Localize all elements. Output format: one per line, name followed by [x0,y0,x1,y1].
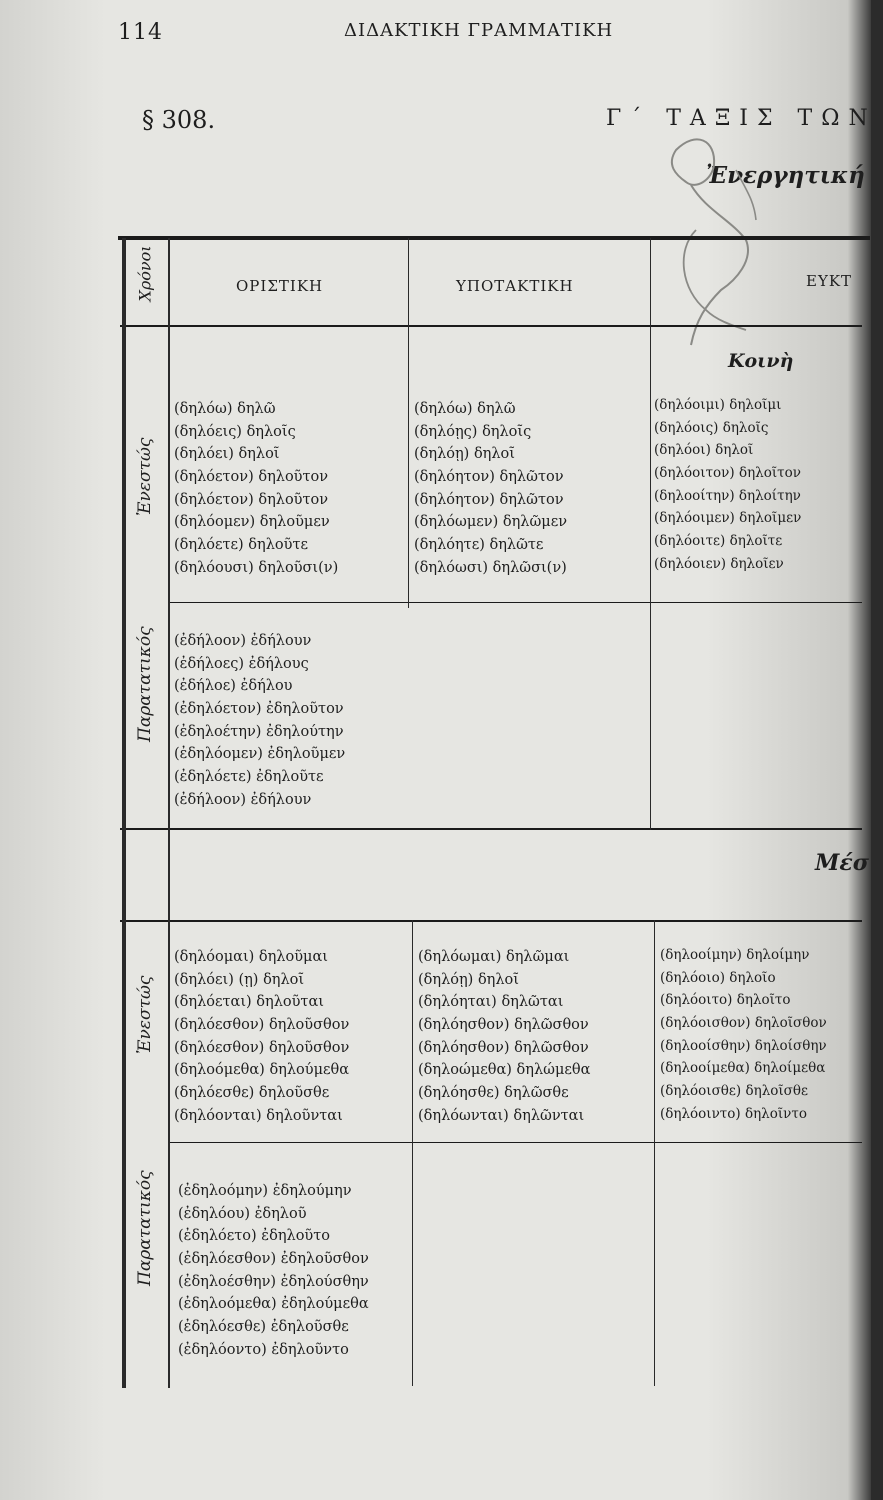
voice-middle-heading: Μέσ [815,850,869,876]
form-row: (ἐδηλοόμην) ἐδηλούμην [178,1183,352,1199]
form-row: (δηλοοίμεθα) δηλοίμεθα [660,1060,826,1077]
form-row: (δηλόωμεν) δηλῶμεν [414,514,568,531]
middle-imperfect-indicative [178,1180,369,1362]
active-present-optative [654,394,801,576]
form-row: (δηλόητε) δηλῶτε [414,537,544,554]
active-present-subjunctive [414,398,567,580]
form-row: (δηλοοίτην) δηλοίτην [654,487,801,504]
form-row: (δηλόοιτον) δηλοῖτον [654,465,801,482]
form-row: (δηλόησθον) δηλῶσθον [418,1039,589,1056]
form-row: (δηλόει) δηλοῖ [174,446,280,463]
form-row: (δηλόετον) δηλοῦτον [174,491,329,508]
form-row: (δηλόεσθον) δηλοῦσθον [174,1039,350,1056]
column-header-subjunctive: ΥΠΟΤΑΚΤΙΚΗ [456,277,574,295]
form-row: (ἐδήλοον) ἐδήλουν [174,633,312,649]
form-row: (ἐδηλόετο) ἐδηλοῦτο [178,1228,330,1245]
form-row: (δηλόησθε) δηλῶσθε [418,1085,569,1102]
form-row: (δηλόησθον) δηλῶσθον [418,1017,589,1034]
form-row: (δηλόῃ) δηλοῖ [414,446,515,463]
middle-present-optative [660,944,827,1126]
form-row: (δηλόῃ) δηλοῖ [418,971,519,988]
form-row: (ἐδήλοον) ἐδήλουν [174,791,312,808]
page-number: 114 [118,20,163,45]
column-header-indicative: ΟΡΙΣΤΙΚΗ [236,277,324,295]
form-row: (δηλόουσι) δηλοῦσι(ν) [174,559,339,576]
form-row: (δηλοόμεθα) δηλούμεθα [174,1062,350,1079]
form-row: (δηλοοίμην) δηλοίμην [660,947,810,963]
form-row: (δηλοοίσθην) δηλοίσθην [660,1037,827,1054]
form-row: (ἐδηλόετε) ἐδηλοῦτε [174,769,324,786]
form-row: (δηλόομεν) δηλοῦμεν [174,514,330,531]
form-row: (ἐδηλόομεν) ἐδηλοῦμεν [174,746,346,763]
form-row: (δηλόητον) δηλῶτον [414,469,564,486]
middle-present-subjunctive [418,946,590,1128]
form-row: (ἐδηλόετον) ἐδηλοῦτον [174,701,344,718]
voice-active-heading: Ἐνεργητική [706,162,865,189]
form-row: (δηλόεσθον) δηλοῦσθον [174,1017,350,1034]
active-present-indicative [174,398,338,580]
form-row: (δηλόω) δηλῶ [414,401,516,417]
tense-label-middle-imperfect [135,1246,155,1286]
form-row: (δηλόοιντο) δηλοῖντο [660,1105,807,1122]
form-row: (δηλόηται) δηλῶται [418,994,564,1011]
subjunctive-column-rule [650,238,651,830]
form-row: (ἐδηλοέτην) ἐδηλούτην [174,723,344,740]
running-title: ΔΙΔΑΚΤΙΚΗ ΓΡΑΜΜΑΤΙΚΗ [344,20,614,41]
form-row: (δηλόεις) δηλοῖς [174,423,296,440]
form-row: (δηλόοιεν) δηλοῖεν [654,555,784,572]
tense-column-rule [168,238,170,1388]
dialect-label: Κοινὴ [728,350,794,372]
form-row: (δηλόοιο) δηλοῖο [660,969,776,986]
form-row: (δηλόεσθε) δηλοῦσθε [174,1085,330,1102]
middle-present-indicative [174,946,349,1128]
tense-label-middle-present: Ἐνεστώς [135,975,155,1054]
column-header-optative: ΕΥΚΤ [806,272,853,290]
form-row: (δηλόετον) δηλοῦτον [174,469,329,486]
form-row: (δηλόοιμεν) δηλοῖμεν [654,510,802,527]
form-row: (δηλοώμεθα) δηλώμεθα [418,1062,591,1079]
middle-heading-rule [120,920,862,922]
middle-present-bottom-rule [170,1142,862,1143]
section-title: Γ΄ ΤΑΞΙΣ ΤΩΝ [606,106,877,131]
form-row: (ἐδηλόεσθον) ἐδηλοῦσθον [178,1251,369,1268]
active-present-bottom-rule [170,602,862,603]
form-row: (δηλόοιτε) δηλοῖτε [654,533,783,550]
indicative-column-rule [408,238,409,608]
form-row: (δηλόοισθον) δηλοῖσθον [660,1015,827,1032]
form-row: (δηλόω) δηλῶ [174,401,276,417]
form-row: (δηλόητον) δηλῶτον [414,491,564,508]
indicative-column-rule-middle [412,920,413,1386]
tense-column-header: Χρόνοι [135,245,155,302]
form-row: (δηλόωμαι) δηλῶμαι [418,949,570,965]
active-imperfect-indicative [174,630,345,812]
form-row: (δηλόοις) δηλοῖς [654,419,769,436]
form-row: (δηλόετε) δηλοῦτε [174,537,308,554]
section-number: § 308. [142,106,216,134]
form-row: (δηλόομαι) δηλοῦμαι [174,949,328,965]
form-row: (ἐδηλοόμεθα) ἐδηλούμεθα [178,1296,369,1313]
form-row: (δηλόοισθε) δηλοῖσθε [660,1083,809,1100]
form-row: (δηλόῃς) δηλοῖς [414,423,532,440]
form-row: (δηλόοιμι) δηλοῖμι [654,397,782,413]
form-row: (δηλόονται) δηλοῦνται [174,1107,343,1124]
table-left-rule [122,238,126,1388]
header-rule [120,325,862,327]
form-row: (ἐδηλόεσθε) ἐδηλοῦσθε [178,1319,349,1336]
form-row: (ἐδηλοέσθην) ἐδηλούσθην [178,1273,369,1290]
tense-label-active-present: Ἐνεστώς [135,437,155,516]
form-row: (δηλόεται) δηλοῦται [174,994,324,1011]
form-row: (ἐδηλόου) ἐδηλοῦ [178,1205,307,1222]
subjunctive-column-rule-middle [654,920,655,1386]
form-row: (δηλόωνται) δηλῶνται [418,1107,585,1124]
form-row: (δηλόει) (ῃ) δηλοῖ [174,971,305,988]
form-row: (ἐδήλοες) ἐδήλους [174,655,309,672]
form-row: (δηλόοιτο) δηλοῖτο [660,992,791,1009]
active-block-bottom-rule [120,828,862,830]
tense-label-active-imperfect [135,702,155,742]
form-row: (δηλόωσι) δηλῶσι(ν) [414,559,567,576]
form-row: (ἐδήλοε) ἐδήλου [174,678,293,695]
pencil-sketch-figure [636,120,776,380]
table-top-rule [118,236,870,240]
form-row: (ἐδηλόοντο) ἐδηλοῦντο [178,1341,349,1358]
book-edge [871,0,883,1500]
form-row: (δηλόοι) δηλοῖ [654,442,754,459]
